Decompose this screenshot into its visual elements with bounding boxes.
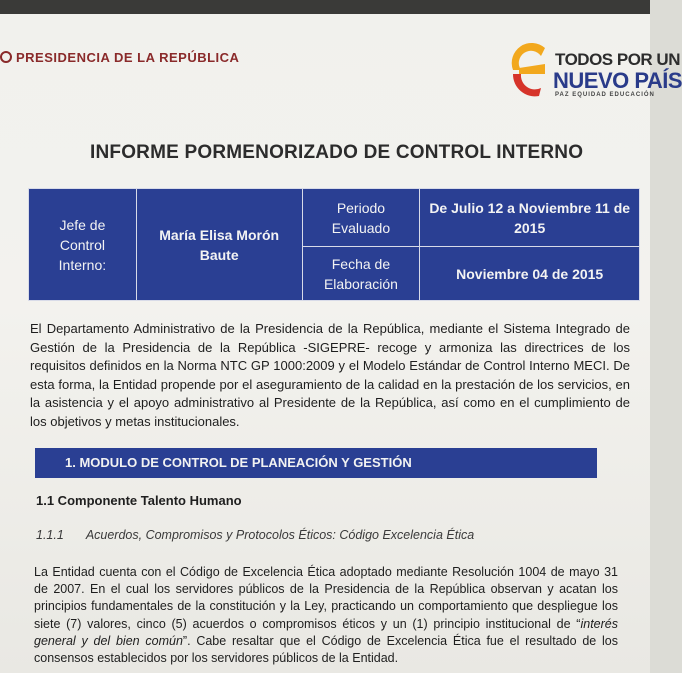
jefe-name: María Elisa Morón Baute [159, 226, 280, 263]
logo-line-1: TODOS POR UN [555, 50, 680, 69]
jefe-label: Jefe de Control Interno: [58, 216, 107, 273]
subsection-title: 1.1 Componente Talento Humano [36, 493, 242, 508]
periodo-label-cell [302, 189, 420, 247]
fecha-label-cell [302, 247, 420, 301]
ethics-paragraph-b: ”. Cabe resaltar que el Código de Excelencia Ética fue el resultado de los consensos establecidos por los servidores públicos de la Entidad. [34, 633, 618, 666]
subsubsection-number: 1.1.1 [36, 528, 64, 542]
document-title: INFORME PORMENORIZADO DE CONTROL INTERNO [90, 142, 584, 163]
info-table [28, 188, 640, 301]
fecha-label: Fecha de Elaboración [323, 255, 398, 292]
seal-icon [0, 51, 12, 63]
periodo-value: De Julio 12 a Noviembre 11 de 2015 [429, 199, 631, 236]
jefe-label-cell [29, 189, 137, 301]
ethics-paragraph-a: La Entidad cuenta con el Código de Excelencia Ética adoptado mediante Resolución 1004 de mayo 31 de 2007. En el cual los servidores públicos de la Presidencia de la República observan y acatan los principios fundamentales de la constitución y la Ley, practicando un comportamiento que despliegue los siete (7) valores, cinco (5) acuerdos o compromisos éticos y un (1) principio institucional de “ [34, 565, 618, 631]
periodo-label: Periodo Evaluado [331, 199, 391, 236]
government-logo [505, 30, 682, 105]
fecha-value-cell [420, 247, 640, 301]
intro-paragraph: El Departamento Administrativo de la Presidencia de la República, mediante el Sistema Integrado de Gestión de la Presidencia de la República -SIGEPRE- recoge y armoniza las directrices de los requisitos definidos en la Norma NTC GP 1000:2009 y el Modelo Estándar de Control Interno MECI. De esta forma, la Entidad propende por el aseguramiento de la calidad en la prestación de los servicios, en la asistencia y el apoyo administrativo al Presidente de la República, así como en el cumplimiento de los objetivos y metas institucionales. [30, 321, 630, 429]
subsubsection-title: Acuerdos, Compromisos y Protocolos Éticos: Código Excelencia Ética [85, 528, 475, 542]
ethics-paragraph-emphasis: interés general y del bien común [34, 616, 618, 648]
subsubsection-heading [36, 528, 474, 542]
section-title: 1. MODULO DE CONTROL DE PLANEACIÓN Y GESTIÓN [65, 455, 412, 470]
institution-name: PRESIDENCIA DE LA REPÚBLICA [16, 50, 240, 65]
institution-header [0, 50, 239, 65]
section-heading-bar [35, 448, 597, 478]
logo-tagline: PAZ EQUIDAD EDUCACIÓN [555, 92, 655, 98]
logo-mark-icon [505, 30, 555, 105]
fecha-value: Noviembre 04 de 2015 [456, 265, 604, 282]
monitor-bezel [0, 0, 650, 14]
logo-line-2: NUEVO PAÍS [553, 68, 682, 93]
jefe-name-cell [136, 189, 302, 301]
periodo-value-cell [420, 189, 640, 247]
ethics-paragraph [34, 564, 618, 667]
